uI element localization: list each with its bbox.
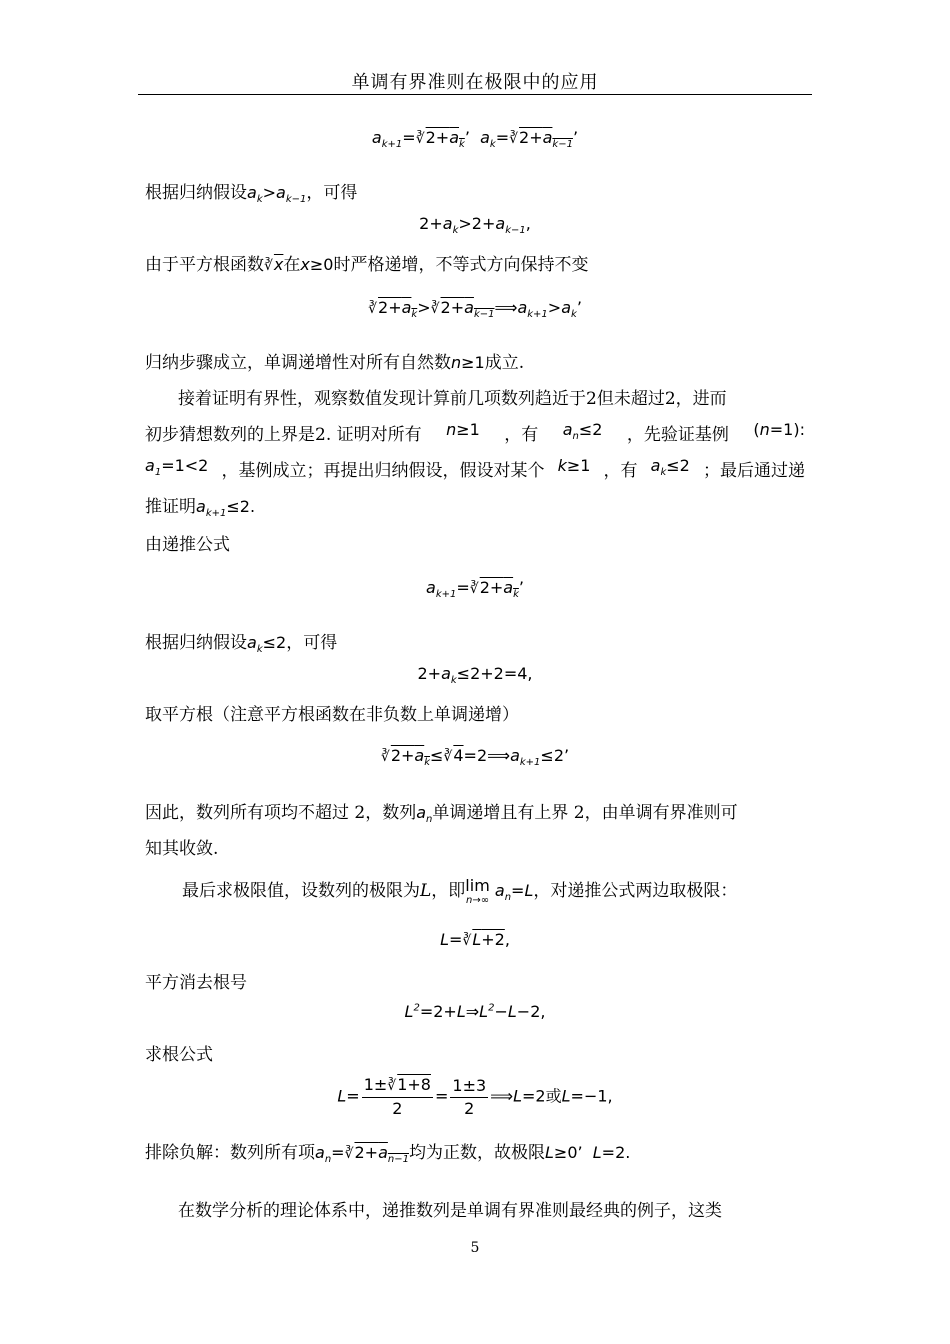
page-number: 5 bbox=[470, 1240, 480, 1256]
text-bounded-2: 初步猜想数列的上界是2. 证明对所有 n≥1 ，有 $a_n\le 2$ ，先验证基例 (n=1): bbox=[145, 420, 805, 445]
text-bounded-1: 接着证明有界性，观察数值发现计算前几项数列趋近于2但未超过2，进而 bbox=[178, 389, 727, 409]
text-limit: 最后求极限值，设数列的极限为L，即 lim n→∞ $a_n=L$，对递推公式两边取极限： bbox=[182, 876, 738, 906]
equation-sqrt-inequality: $∛2+a_k>∛2+a_{k-1}⟹a_{k+1}>a_k$’ bbox=[368, 298, 582, 321]
text-hypothesis-2: 根据归纳假设$a_k\le 2$，可得 bbox=[145, 633, 338, 656]
text-sqrt-monotone: 由于平方根函数$∛\overline{x}$在x≥0时严格递增，不等式方向保持不变 bbox=[145, 255, 589, 275]
text-last: 在数学分析的理论体系中，递推数列是单调有界准则最经典的例子，这类 bbox=[178, 1201, 722, 1221]
header-rule bbox=[138, 94, 812, 95]
equation-recurrence-pair: $a_{k+1}=∛2+a_k$’ $a_k=∛2+a_{k-1}$’ bbox=[371, 128, 579, 151]
equation-roots: L= $\frac{1\pm∛1+8}{2}$ = $\frac{1\pm 3}{2}$ ⟹L=2或L=−1, bbox=[337, 1075, 613, 1118]
equation-squared: $L^2=2+L\Rightarrow L^2-L-2$, bbox=[404, 1002, 546, 1021]
text-recurrence-label: 由递推公式 bbox=[145, 535, 230, 555]
running-header: 单调有界准则在极限中的应用 bbox=[351, 72, 599, 93]
equation-root-bound: $∛2+a_k\le∛4=2⟹a_{k+1}\le 2$’ bbox=[380, 746, 570, 769]
text-induction-done: 归纳步骤成立，单调递增性对所有自然数n≥1成立. bbox=[145, 353, 525, 373]
text-exclude: 排除负解：数列所有项$a_n=∛2+a_{n-1}$均为正数，故极限L≥0’ L=2. bbox=[145, 1143, 631, 1166]
text-hypothesis: 根据归纳假设$a_k>a_{k-1}$，可得 bbox=[145, 183, 358, 206]
equation-inequality-1: $2+a_k>2+a_{k-1}$, bbox=[419, 214, 531, 237]
equation-bound-sum: $2+a_k\le 2+2=4$, bbox=[417, 664, 533, 687]
text-conclude-1: 因此，数列所有项均不超过 2，数列$a_n$单调递增且有上界 2，由单调有界准则可 bbox=[145, 803, 738, 826]
text-formula: 求根公式 bbox=[145, 1045, 213, 1065]
text-square: 平方消去根号 bbox=[145, 973, 247, 993]
text-conclude-2: 知其收敛. bbox=[145, 839, 219, 859]
equation-limit: L=∛L+2, bbox=[440, 930, 510, 949]
text-bounded-4: 推证明$a_{k+1}\le 2$. bbox=[145, 497, 256, 520]
text-bounded-3: $a_1=1<2$ ，基例成立；再提出归纳假设，假设对某个 k≥1 ，有 $a_k\le 2$ ；最后通过递 bbox=[145, 456, 805, 481]
equation-recurrence: $a_{k+1}=∛2+a_k$’ bbox=[426, 578, 524, 601]
text-take-root: 取平方根（注意平方根函数在非负数上单调递增） bbox=[145, 705, 519, 725]
